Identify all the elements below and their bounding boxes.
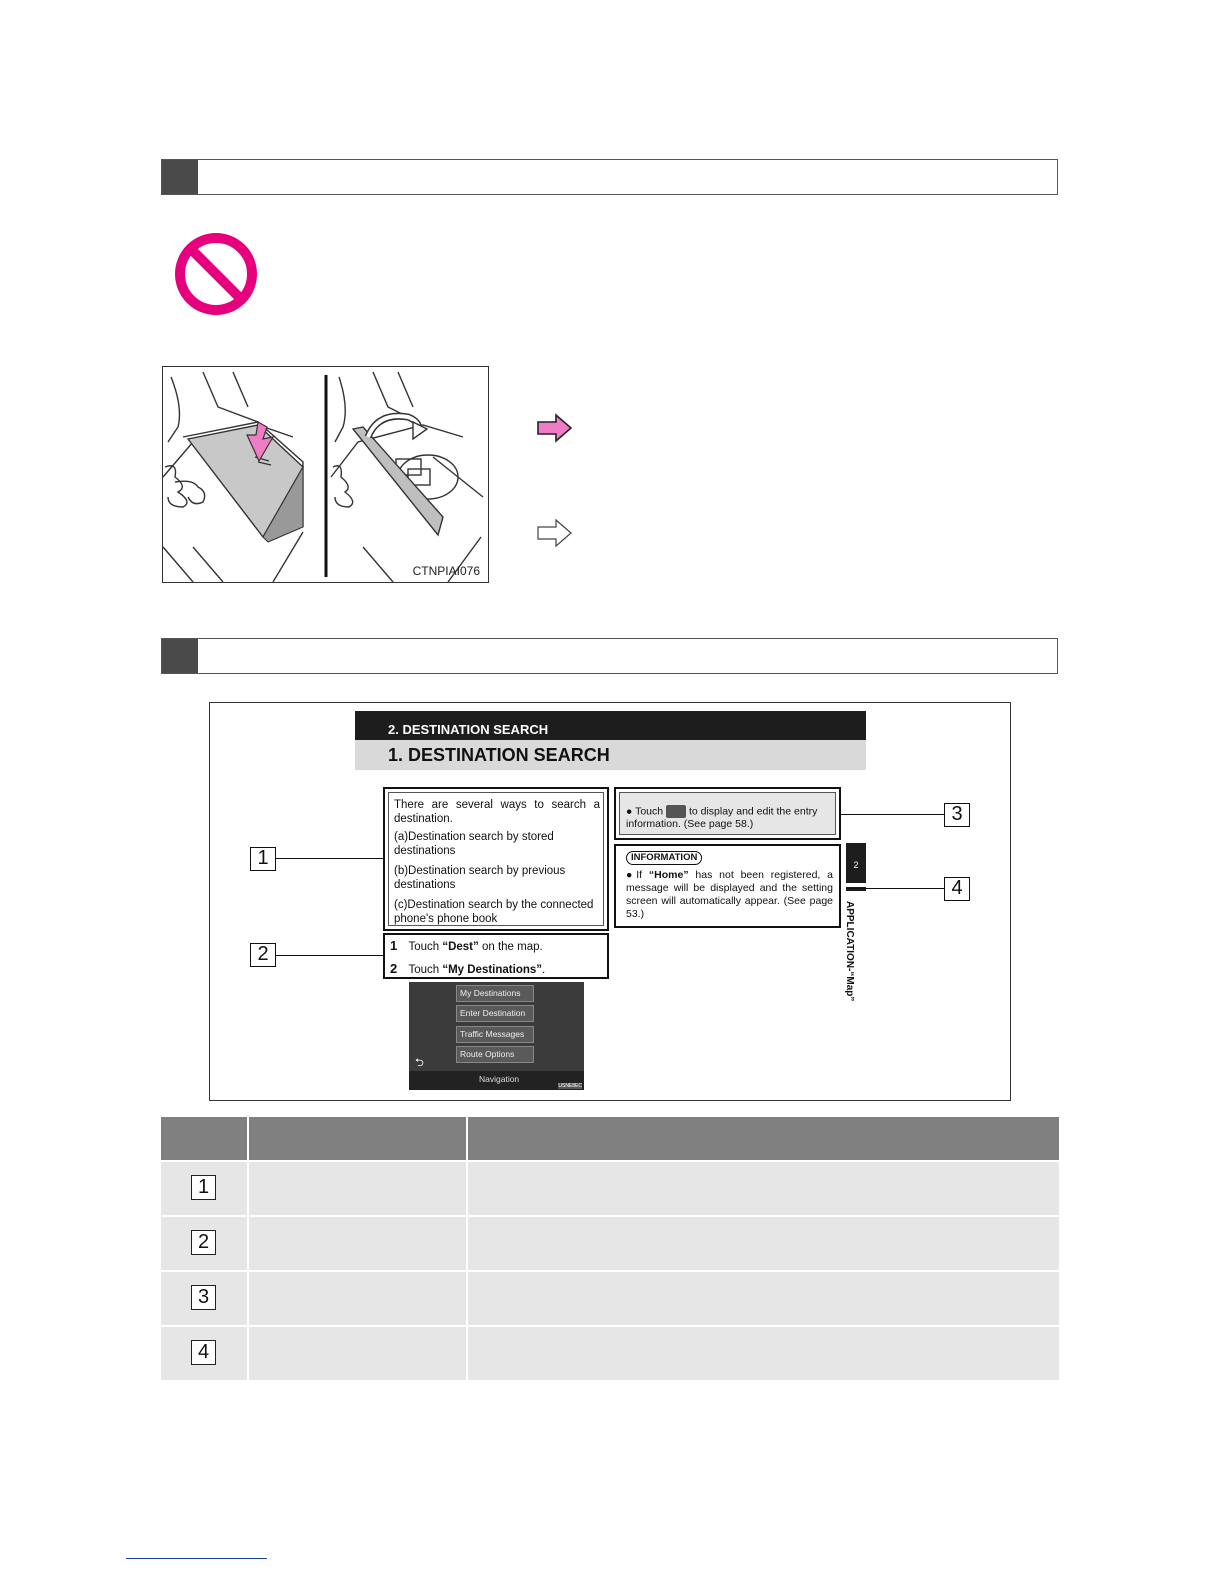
callout-4: 4 [944,877,970,901]
screen-code: USNE8EC [558,1083,582,1089]
chapter-tab: 2 [846,843,866,883]
edit-icon [666,805,686,818]
step-2-pre: Touch [408,964,443,976]
screen-menu-item: Route Options [456,1046,534,1063]
screen-menu-item: My Destinations [456,985,534,1002]
step-2-bold: “My Destinations” [442,964,543,976]
column-divider [247,1162,249,1215]
header-divider [247,1117,249,1160]
white-arrow-icon [536,518,574,548]
step-1 [390,938,543,953]
callout-3: 3 [944,803,970,827]
chapter-label: APPLICATION-“Map” [844,901,855,1002]
note-box [614,787,841,840]
section-tab [162,160,198,194]
callout-4-leader [846,888,944,889]
prohibition-icon [173,231,259,317]
row-number: 4 [191,1340,216,1365]
information-text [626,869,833,921]
table-row [161,1327,1059,1380]
sample-title: 1. DESTINATION SEARCH [388,745,610,765]
intro-inner [388,792,604,926]
intro-item-a: (a)Destination search by stored destinations [394,831,554,857]
back-icon: ⮌ [415,1057,424,1069]
step-1-bold: “Dest” [442,941,479,953]
column-divider [466,1162,468,1215]
note-post: to display and edit the entry information. (See page 58.) [626,805,818,830]
console-drawing [163,367,488,582]
section-header-2 [161,638,1058,674]
column-divider [466,1217,468,1270]
sample-breadcrumb: 2. DESTINATION SEARCH [388,722,549,737]
column-divider [466,1327,468,1380]
row-number: 3 [191,1285,216,1310]
information-bold: “Home” [648,869,689,881]
note-text [626,805,834,830]
intro-item-c: (c)Destination search by the connected phone's phone book [394,899,594,925]
column-divider [247,1272,249,1325]
bullet-icon: ● [626,805,633,818]
step-2-post: . [542,964,546,976]
screen-menu-item: Traffic Messages [456,1026,534,1043]
sample-title-bar [355,740,866,770]
row-number: 1 [191,1175,216,1200]
information-label: INFORMATION [626,851,702,865]
information-pre: If [636,869,649,881]
callout-2-leader [276,955,383,956]
column-divider [247,1217,249,1270]
steps-box [383,933,609,979]
information-box [614,844,841,928]
illustration-code: CTNPIAI076 [412,564,480,578]
callout-2: 2 [250,943,276,967]
step-2 [390,961,545,976]
section-tab [162,639,198,673]
header-divider [466,1117,468,1160]
navigation-screen-thumbnail [409,982,584,1090]
column-divider [247,1327,249,1380]
table-row [161,1272,1059,1325]
row-number: 2 [191,1230,216,1255]
callout-3-leader [841,814,944,815]
intro-item-b: (b)Destination search by previous destinations [394,865,566,891]
callout-1: 1 [250,847,276,871]
intro-box [383,787,609,931]
note-pre: Touch [635,805,664,818]
screen-footer-label: Navigation [479,1074,520,1084]
information-post: has not been registered, a message will be displayed and the setting screen will automatically appear. (See page 53.) [626,869,833,920]
note-inner [619,792,836,835]
step-1-number: 1 [390,938,398,953]
column-divider [466,1272,468,1325]
pink-arrow-icon [536,413,574,443]
sample-page-figure [209,702,1011,1101]
table-header [161,1117,1059,1160]
footer-link-rule [126,1558,267,1559]
table-row [161,1217,1059,1270]
sample-breadcrumb-bar [355,711,866,740]
table-row [161,1162,1059,1215]
screen-menu-item: Enter Destination [456,1005,534,1022]
console-lid-illustration [162,366,489,583]
intro-text: There are several ways to search a destination. [394,799,600,825]
section-header-1 [161,159,1058,195]
step-1-post: on the map. [478,941,543,953]
step-1-pre: Touch [408,941,443,953]
bullet-icon: ● [626,869,637,881]
step-2-number: 2 [390,961,398,976]
callout-1-leader [276,858,383,859]
